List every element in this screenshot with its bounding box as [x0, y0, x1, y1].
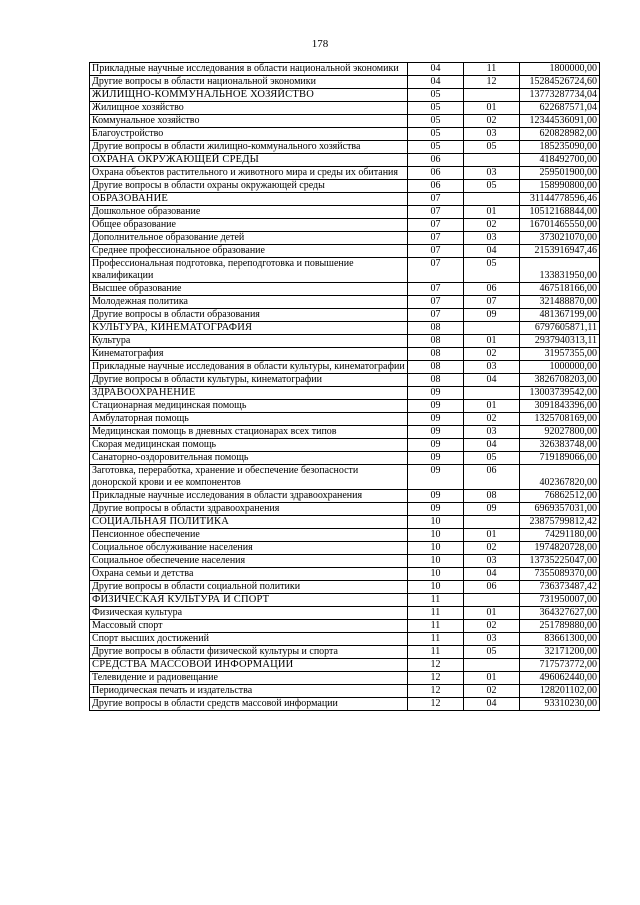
table-row — [90, 439, 600, 452]
subsection-code: 03 — [464, 232, 520, 245]
item-name: Стационарная медицинская помощь — [90, 400, 408, 413]
subsection-code: 02 — [464, 219, 520, 232]
amount: 13735225047,00 — [520, 555, 600, 568]
table-row — [90, 219, 600, 232]
section-code: 09 — [408, 452, 464, 465]
item-name: Социальное обеспечение населения — [90, 555, 408, 568]
subsection-code: 05 — [464, 452, 520, 465]
item-name: Массовый спорт — [90, 620, 408, 633]
page-number: 178 — [311, 38, 329, 50]
item-name: Коммунальное хозяйство — [90, 115, 408, 128]
table-row — [90, 555, 600, 568]
item-name: Телевидение и радиовещание — [90, 672, 408, 685]
subsection-code: 01 — [464, 206, 520, 219]
subsection-code — [464, 659, 520, 672]
subsection-code: 02 — [464, 542, 520, 555]
item-name: Среднее профессиональное образование — [90, 245, 408, 258]
section-code: 09 — [408, 439, 464, 452]
section-code: 07 — [408, 245, 464, 258]
table-row — [90, 206, 600, 219]
subsection-code: 05 — [464, 141, 520, 154]
table-row — [90, 620, 600, 633]
section-row — [90, 154, 600, 167]
section-code: 09 — [408, 387, 464, 400]
section-code: 09 — [408, 490, 464, 503]
amount: 1325708169,00 — [520, 413, 600, 426]
item-name: Общее образование — [90, 219, 408, 232]
table-row — [90, 180, 600, 193]
item-name: Физическая культура — [90, 607, 408, 620]
subsection-code: 08 — [464, 490, 520, 503]
section-code: 12 — [408, 672, 464, 685]
amount: 10512168844,00 — [520, 206, 600, 219]
section-code: 08 — [408, 335, 464, 348]
subsection-code: 02 — [464, 348, 520, 361]
amount: 74291180,00 — [520, 529, 600, 542]
amount: 31957355,00 — [520, 348, 600, 361]
table-row — [90, 452, 600, 465]
table-row — [90, 607, 600, 620]
subsection-code: 03 — [464, 555, 520, 568]
subsection-code: 01 — [464, 672, 520, 685]
section-code: 08 — [408, 361, 464, 374]
amount: 2937940313,11 — [520, 335, 600, 348]
table-row — [90, 361, 600, 374]
section-code: 07 — [408, 258, 464, 283]
amount: 6969357031,00 — [520, 503, 600, 516]
subsection-code: 03 — [464, 361, 520, 374]
subsection-code: 06 — [464, 283, 520, 296]
section-row — [90, 594, 600, 607]
table-row — [90, 63, 600, 76]
item-name: Другие вопросы в области социальной политики — [90, 581, 408, 594]
section-code: 09 — [408, 400, 464, 413]
table-row — [90, 102, 600, 115]
subsection-code: 02 — [464, 685, 520, 698]
item-name: Прикладные научные исследования в области национальной экономики — [90, 63, 408, 76]
table-row — [90, 400, 600, 413]
item-name: Скорая медицинская помощь — [90, 439, 408, 452]
section-row — [90, 387, 600, 400]
table-row — [90, 490, 600, 503]
table-row — [90, 296, 600, 309]
subsection-code: 04 — [464, 374, 520, 387]
amount: 2153916947,46 — [520, 245, 600, 258]
subsection-code: 01 — [464, 607, 520, 620]
section-code: 11 — [408, 607, 464, 620]
subsection-code: 05 — [464, 646, 520, 659]
section-code: 10 — [408, 542, 464, 555]
item-name: Другие вопросы в области охраны окружающей среды — [90, 180, 408, 193]
amount: 31144778596,46 — [520, 193, 600, 206]
section-code: 07 — [408, 283, 464, 296]
amount: 736373487,42 — [520, 581, 600, 594]
section-code: 08 — [408, 322, 464, 335]
subsection-code: 03 — [464, 167, 520, 180]
section-code: 07 — [408, 309, 464, 322]
section-code: 10 — [408, 516, 464, 529]
subsection-code: 02 — [464, 620, 520, 633]
amount: 128201102,00 — [520, 685, 600, 698]
amount: 1974820728,00 — [520, 542, 600, 555]
amount: 13003739542,00 — [520, 387, 600, 400]
subsection-code: 03 — [464, 128, 520, 141]
amount: 321488870,00 — [520, 296, 600, 309]
subsection-code: 05 — [464, 180, 520, 193]
subsection-code: 03 — [464, 633, 520, 646]
item-name: Периодическая печать и издательства — [90, 685, 408, 698]
section-code: 07 — [408, 296, 464, 309]
section-code: 10 — [408, 581, 464, 594]
section-code: 09 — [408, 465, 464, 490]
section-code: 07 — [408, 232, 464, 245]
section-code: 11 — [408, 620, 464, 633]
item-name: Прикладные научные исследования в области культуры, кинематографии — [90, 361, 408, 374]
section-code: 05 — [408, 141, 464, 154]
section-code: 11 — [408, 646, 464, 659]
section-code: 06 — [408, 180, 464, 193]
item-name: ЖИЛИЩНО-КОММУНАЛЬНОЕ ХОЗЯЙСТВО — [90, 89, 408, 102]
section-code: 10 — [408, 568, 464, 581]
amount: 1000000,00 — [520, 361, 600, 374]
subsection-code: 06 — [464, 465, 520, 490]
table-row — [90, 529, 600, 542]
table-row — [90, 348, 600, 361]
amount: 719189066,00 — [520, 452, 600, 465]
table-row — [90, 245, 600, 258]
item-name: Другие вопросы в области национальной экономики — [90, 76, 408, 89]
section-code: 08 — [408, 374, 464, 387]
item-name: Другие вопросы в области образования — [90, 309, 408, 322]
item-name: ОХРАНА ОКРУЖАЮЩЕЙ СРЕДЫ — [90, 154, 408, 167]
subsection-code: 04 — [464, 568, 520, 581]
table-row — [90, 335, 600, 348]
item-name: Социальное обслуживание населения — [90, 542, 408, 555]
subsection-code — [464, 193, 520, 206]
subsection-code: 04 — [464, 245, 520, 258]
table-row — [90, 413, 600, 426]
item-name: СРЕДСТВА МАССОВОЙ ИНФОРМАЦИИ — [90, 659, 408, 672]
amount: 92027800,00 — [520, 426, 600, 439]
section-code: 09 — [408, 426, 464, 439]
amount: 3826708203,00 — [520, 374, 600, 387]
section-code: 07 — [408, 193, 464, 206]
amount: 496062440,00 — [520, 672, 600, 685]
amount: 481367199,00 — [520, 309, 600, 322]
subsection-code — [464, 154, 520, 167]
table-row — [90, 309, 600, 322]
amount: 402367820,00 — [520, 465, 600, 490]
item-name: Охрана семьи и детства — [90, 568, 408, 581]
item-name: Молодежная политика — [90, 296, 408, 309]
subsection-code — [464, 322, 520, 335]
item-name: Спорт высших достижений — [90, 633, 408, 646]
section-code: 06 — [408, 167, 464, 180]
section-code: 10 — [408, 555, 464, 568]
section-code: 08 — [408, 348, 464, 361]
section-row — [90, 193, 600, 206]
item-name: КУЛЬТУРА, КИНЕМАТОГРАФИЯ — [90, 322, 408, 335]
item-name: Дошкольное образование — [90, 206, 408, 219]
amount: 13773287734,04 — [520, 89, 600, 102]
section-code: 12 — [408, 659, 464, 672]
item-name: Охрана объектов растительного и животного мира и среды их обитания — [90, 167, 408, 180]
item-name: Культура — [90, 335, 408, 348]
section-code: 10 — [408, 529, 464, 542]
table-row — [90, 672, 600, 685]
subsection-code — [464, 516, 520, 529]
section-code: 06 — [408, 154, 464, 167]
subsection-code: 01 — [464, 102, 520, 115]
section-code: 12 — [408, 685, 464, 698]
item-name: Высшее образование — [90, 283, 408, 296]
subsection-code — [464, 387, 520, 400]
amount: 259501900,00 — [520, 167, 600, 180]
table-row — [90, 232, 600, 245]
section-code: 11 — [408, 633, 464, 646]
section-code: 09 — [408, 413, 464, 426]
amount: 3091843396,00 — [520, 400, 600, 413]
table-row — [90, 503, 600, 516]
amount: 133831950,00 — [520, 258, 600, 283]
subsection-code: 06 — [464, 581, 520, 594]
item-name: ОБРАЗОВАНИЕ — [90, 193, 408, 206]
amount: 6797605871,11 — [520, 322, 600, 335]
amount: 158990800,00 — [520, 180, 600, 193]
amount: 76862512,00 — [520, 490, 600, 503]
table-row — [90, 698, 600, 711]
subsection-code: 01 — [464, 335, 520, 348]
amount: 83661300,00 — [520, 633, 600, 646]
item-name: Санаторно-оздоровительная помощь — [90, 452, 408, 465]
section-row — [90, 659, 600, 672]
item-name: Профессиональная подготовка, переподготовка и повышение квалификации — [90, 258, 408, 283]
subsection-code: 11 — [464, 63, 520, 76]
amount: 15284526724,60 — [520, 76, 600, 89]
table-row — [90, 568, 600, 581]
item-name: Другие вопросы в области жилищно-коммунального хозяйства — [90, 141, 408, 154]
item-name: Амбулаторная помощь — [90, 413, 408, 426]
item-name: Благоустройство — [90, 128, 408, 141]
item-name: Заготовка, переработка, хранение и обеспечение безопасности донорской крови и ее компонентов — [90, 465, 408, 490]
budget-table-body — [90, 63, 600, 711]
section-code: 05 — [408, 89, 464, 102]
subsection-code: 01 — [464, 400, 520, 413]
amount: 185235090,00 — [520, 141, 600, 154]
budget-table — [89, 62, 600, 711]
item-name: Другие вопросы в области средств массовой информации — [90, 698, 408, 711]
table-row — [90, 685, 600, 698]
table-row — [90, 141, 600, 154]
section-code: 07 — [408, 219, 464, 232]
section-code: 04 — [408, 76, 464, 89]
section-code: 12 — [408, 698, 464, 711]
amount: 467518166,00 — [520, 283, 600, 296]
item-name: Пенсионное обеспечение — [90, 529, 408, 542]
amount: 622687571,04 — [520, 102, 600, 115]
amount: 620828982,00 — [520, 128, 600, 141]
section-row — [90, 516, 600, 529]
table-row — [90, 258, 600, 283]
subsection-code: 03 — [464, 426, 520, 439]
subsection-code: 04 — [464, 439, 520, 452]
table-row — [90, 167, 600, 180]
section-code: 07 — [408, 206, 464, 219]
amount: 717573772,00 — [520, 659, 600, 672]
amount: 1800000,00 — [520, 63, 600, 76]
table-row — [90, 128, 600, 141]
subsection-code — [464, 594, 520, 607]
subsection-code: 09 — [464, 309, 520, 322]
subsection-code: 01 — [464, 529, 520, 542]
table-row — [90, 646, 600, 659]
section-code: 09 — [408, 503, 464, 516]
item-name: Жилищное хозяйство — [90, 102, 408, 115]
section-code: 04 — [408, 63, 464, 76]
amount: 32171200,00 — [520, 646, 600, 659]
subsection-code: 09 — [464, 503, 520, 516]
subsection-code: 02 — [464, 413, 520, 426]
item-name: СОЦИАЛЬНАЯ ПОЛИТИКА — [90, 516, 408, 529]
subsection-code: 05 — [464, 258, 520, 283]
section-code: 05 — [408, 115, 464, 128]
subsection-code: 12 — [464, 76, 520, 89]
item-name: Прикладные научные исследования в области здравоохранения — [90, 490, 408, 503]
table-row — [90, 633, 600, 646]
amount: 251789880,00 — [520, 620, 600, 633]
amount: 373021070,00 — [520, 232, 600, 245]
subsection-code: 07 — [464, 296, 520, 309]
table-row — [90, 426, 600, 439]
item-name: Другие вопросы в области культуры, кинематографии — [90, 374, 408, 387]
item-name: ЗДРАВООХРАНЕНИЕ — [90, 387, 408, 400]
table-row — [90, 374, 600, 387]
item-name: Другие вопросы в области физической культуры и спорта — [90, 646, 408, 659]
amount: 93310230,00 — [520, 698, 600, 711]
section-row — [90, 89, 600, 102]
item-name: Дополнительное образование детей — [90, 232, 408, 245]
section-code: 11 — [408, 594, 464, 607]
subsection-code — [464, 89, 520, 102]
amount: 12344536091,00 — [520, 115, 600, 128]
table-row — [90, 283, 600, 296]
subsection-code: 04 — [464, 698, 520, 711]
amount: 16701465550,00 — [520, 219, 600, 232]
amount: 326383748,00 — [520, 439, 600, 452]
item-name: Другие вопросы в области здравоохранения — [90, 503, 408, 516]
item-name: ФИЗИЧЕСКАЯ КУЛЬТУРА И СПОРТ — [90, 594, 408, 607]
subsection-code: 02 — [464, 115, 520, 128]
item-name: Медицинская помощь в дневных стационарах всех типов — [90, 426, 408, 439]
amount: 418492700,00 — [520, 154, 600, 167]
amount: 7355089370,00 — [520, 568, 600, 581]
section-row — [90, 322, 600, 335]
table-row — [90, 542, 600, 555]
item-name: Кинематография — [90, 348, 408, 361]
table-row — [90, 581, 600, 594]
amount: 364327627,00 — [520, 607, 600, 620]
amount: 23875799812,42 — [520, 516, 600, 529]
table-row — [90, 465, 600, 490]
amount: 731950007,00 — [520, 594, 600, 607]
table-row — [90, 76, 600, 89]
table-row — [90, 115, 600, 128]
section-code: 05 — [408, 128, 464, 141]
section-code: 05 — [408, 102, 464, 115]
